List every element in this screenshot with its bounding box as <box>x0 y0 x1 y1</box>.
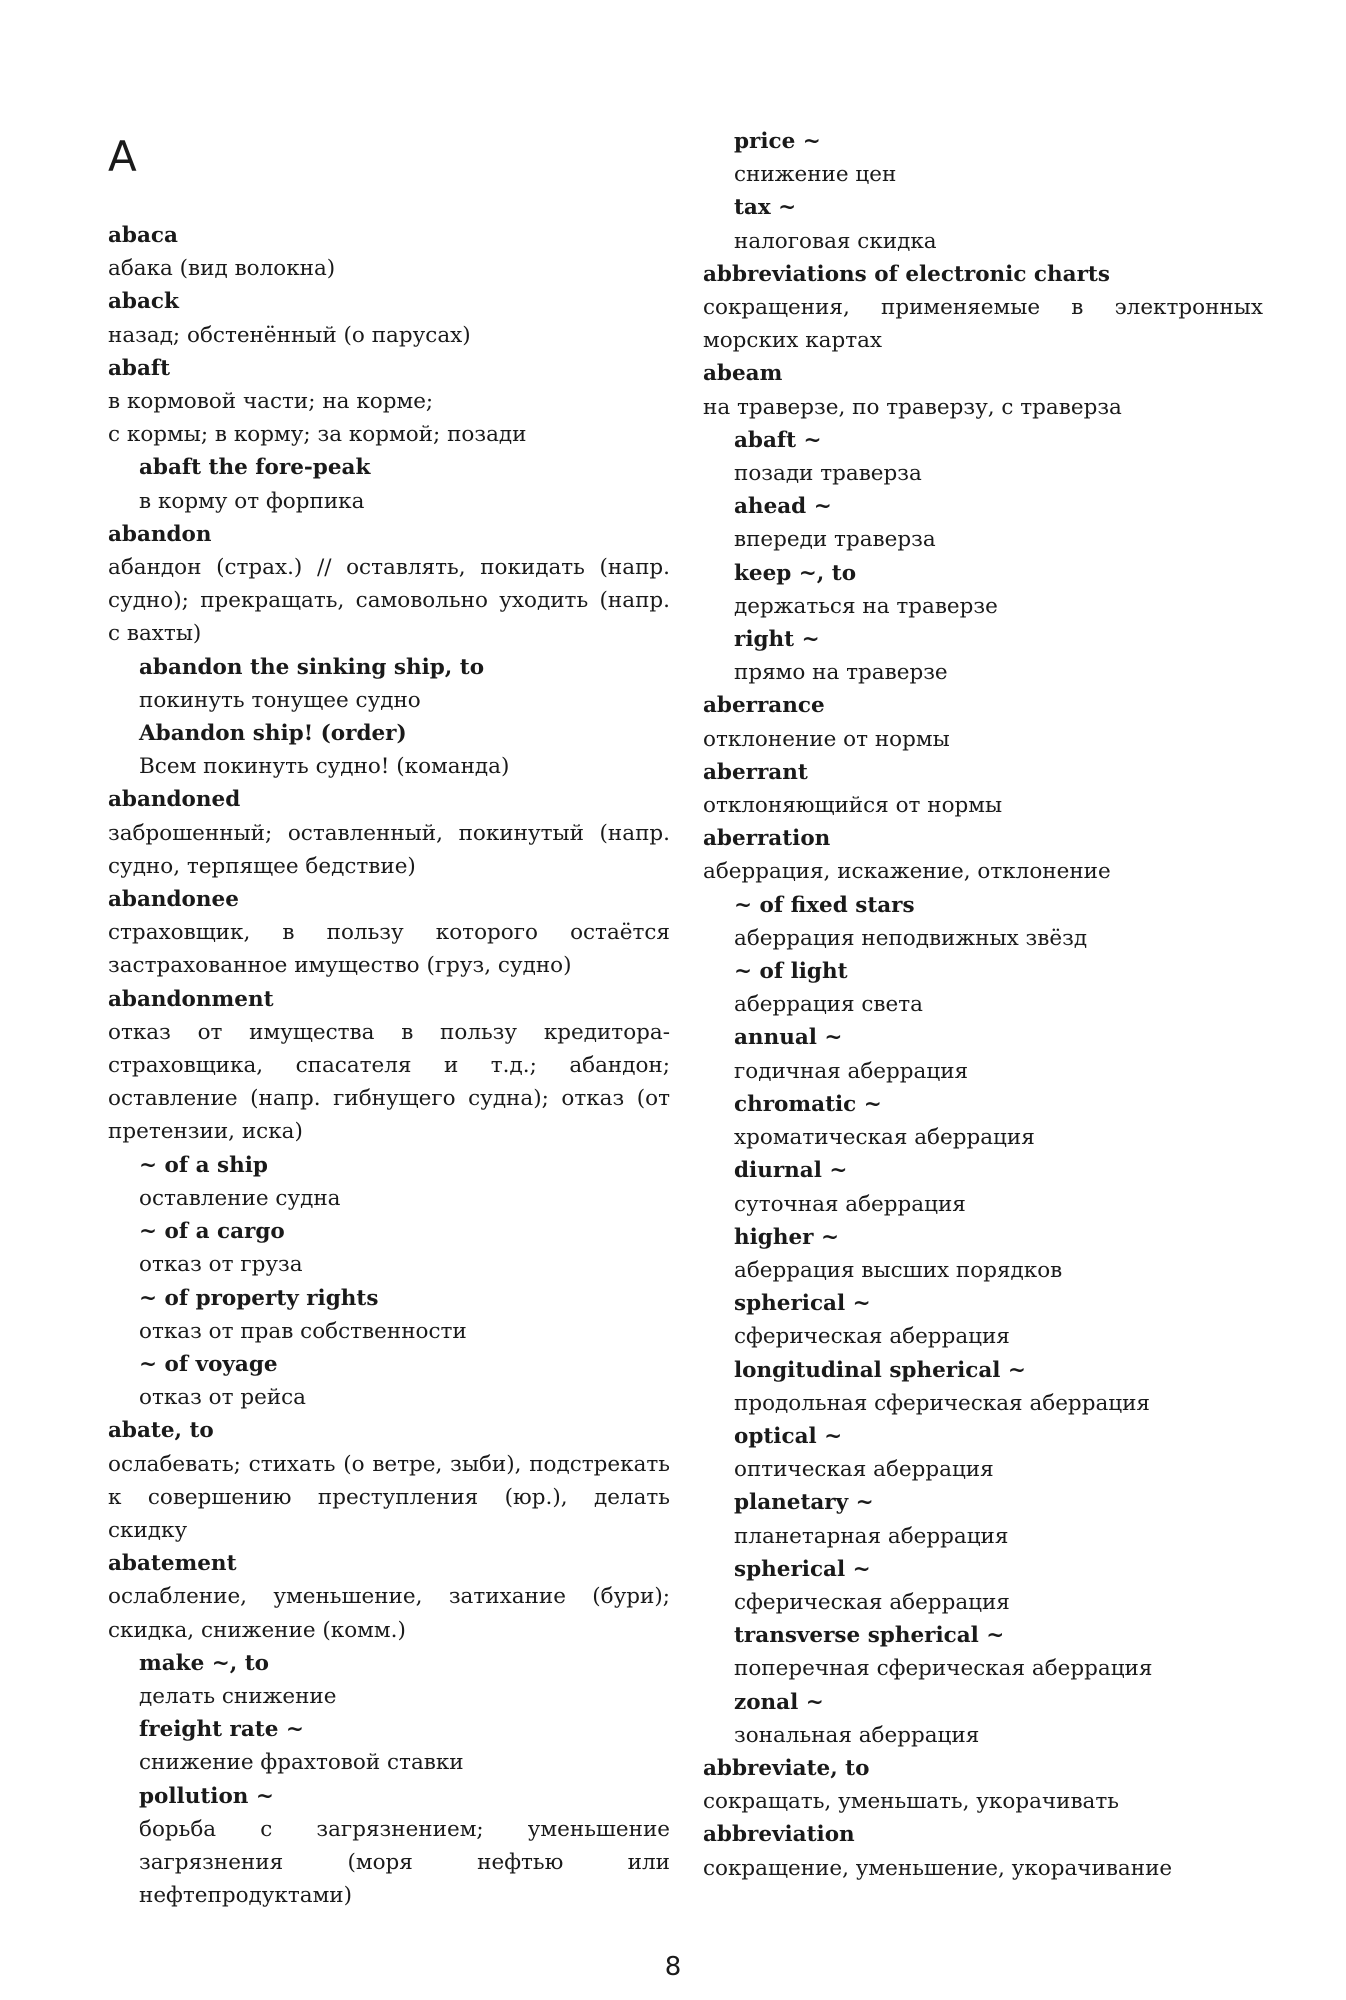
sub-headword: make ~, to <box>139 1650 269 1676</box>
sub-definition: в корму от форпика <box>139 488 365 514</box>
sub-headword: ~ of a cargo <box>139 1219 285 1245</box>
sub-headword: right ~ <box>734 627 820 653</box>
sub-headword: ~ of property rights <box>139 1285 379 1311</box>
sub-definition: делать снижение <box>139 1683 337 1709</box>
sub-headword: abandon the sinking ship, to <box>139 654 485 680</box>
headword: abatement <box>108 1551 237 1577</box>
sub-definition: сферическая аберрация <box>734 1589 1010 1615</box>
sub-headword: tax ~ <box>734 195 797 221</box>
headword: abandoned <box>108 787 241 813</box>
sub-definition: борьба с загрязнением; уменьшение загрязнения (моря нефтью или нефтепродуктами) <box>139 1816 670 1909</box>
right-column <box>703 125 1263 1885</box>
definition: абака (вид волокна) <box>108 256 336 282</box>
sub-definition: держаться на траверзе <box>734 593 998 619</box>
left-column <box>108 219 670 1912</box>
headword: abate, to <box>108 1418 214 1444</box>
sub-definition: поперечная сферическая аберрация <box>734 1656 1153 1682</box>
sub-headword: chromatic ~ <box>734 1091 882 1117</box>
sub-headword: price ~ <box>734 129 821 154</box>
headword: abaft <box>108 355 171 381</box>
sub-definition: позади траверза <box>734 461 922 487</box>
definition: ослабевать; стихать (о ветре, зыби), подстрекать к совершению преступления (юр.), делать скидку <box>108 1451 670 1543</box>
definition: назад; обстенённый (о парусах) <box>108 322 471 348</box>
sub-headword: transverse spherical ~ <box>734 1623 1005 1649</box>
sub-headword: diurnal ~ <box>734 1158 848 1184</box>
sub-headword: spherical ~ <box>734 1556 871 1582</box>
sub-definition: снижение фрахтовой ставки <box>139 1750 464 1776</box>
sub-headword: abaft the fore-peak <box>139 455 371 481</box>
sub-definition: зональная аберрация <box>734 1722 980 1748</box>
sub-headword: zonal ~ <box>734 1689 824 1715</box>
sub-headword: ~ of light <box>734 959 848 985</box>
sub-headword: Abandon ship! (order) <box>139 721 407 747</box>
sub-headword: longitudinal spherical ~ <box>734 1357 1026 1383</box>
definition: ослабление, уменьшение, затихание (бури); скидка, снижение (комм.) <box>108 1584 670 1643</box>
sub-headword: ~ of fixed stars <box>734 892 915 918</box>
sub-headword: ahead ~ <box>734 494 832 520</box>
headword: abandonee <box>108 887 239 913</box>
sub-headword: pollution ~ <box>139 1783 274 1809</box>
sub-definition: впереди траверза <box>734 527 936 553</box>
sub-definition: аберрация неподвижных звёзд <box>734 925 1088 951</box>
headword: abandonment <box>108 986 274 1012</box>
sub-definition: аберрация высших порядков <box>734 1257 1063 1283</box>
sub-definition: отказ от прав собственности <box>139 1318 467 1344</box>
definition: сокращать, уменьшать, укорачивать <box>703 1789 1119 1815</box>
headword: abandon <box>108 521 212 547</box>
sub-headword: optical ~ <box>734 1423 843 1449</box>
sub-definition: прямо на траверзе <box>734 660 948 686</box>
sub-definition: оптическая аберрация <box>734 1457 994 1483</box>
definition: сокращение, уменьшение, укорачивание <box>703 1855 1173 1881</box>
headword: aberrance <box>703 693 825 719</box>
sub-definition: отказ от рейса <box>139 1385 307 1411</box>
sub-definition: оставление судна <box>139 1185 341 1211</box>
definition: на траверзе, по траверзу, с траверза <box>703 394 1122 420</box>
sub-definition: годичная аберрация <box>734 1058 969 1084</box>
sub-definition: отказ от груза <box>139 1252 303 1278</box>
definition: сокращения, применяемые в электронных морских картах <box>703 295 1263 354</box>
sub-headword: ~ of voyage <box>139 1351 278 1377</box>
definition: отклонение от нормы <box>703 726 950 752</box>
headword: abaca <box>108 223 178 248</box>
definition: заброшенный; оставленный, покинутый (напр. судно, терпящее бедствие) <box>108 820 670 879</box>
sub-definition: снижение цен <box>734 162 897 188</box>
headword: abeam <box>703 361 783 387</box>
sub-definition: аберрация света <box>734 992 923 1018</box>
definition: страховщик, в пользу которого остаётся застрахованное имущество (груз, судно) <box>108 920 670 979</box>
headword: aback <box>108 289 179 315</box>
sub-headword: freight rate ~ <box>139 1717 304 1743</box>
sub-definition: Всем покинуть судно! (команда) <box>139 754 510 780</box>
definition: аберрация, искажение, отклонение <box>703 859 1111 885</box>
section-letter: A <box>108 132 137 181</box>
definition: в кормовой части; на корме; <box>108 389 434 415</box>
sub-definition: продольная сферическая аберрация <box>734 1390 1150 1416</box>
headword: aberrant <box>703 759 808 785</box>
sub-headword: keep ~, to <box>734 560 857 586</box>
sub-definition: налоговая скидка <box>734 228 937 254</box>
sub-headword: planetary ~ <box>734 1490 874 1516</box>
definition: отказ от имущества в пользу кредитора-страховщика, спасателя и т.д.; абандон; оставление (напр. гибнущего судна); отказ (от претензии, иска) <box>108 1019 670 1145</box>
sub-headword: ~ of a ship <box>139 1152 268 1178</box>
headword: abbreviate, to <box>703 1755 870 1781</box>
sub-definition: планетарная аберрация <box>734 1523 1009 1549</box>
definition: отклоняющийся от нормы <box>703 793 1003 819</box>
page-number: 8 <box>664 1952 682 1982</box>
sub-headword: abaft ~ <box>734 427 822 453</box>
sub-definition: сферическая аберрация <box>734 1324 1010 1350</box>
sub-headword: spherical ~ <box>734 1291 871 1317</box>
definition: с кормы; в корму; за кормой; позади <box>108 422 527 448</box>
sub-definition: покинуть тонущее судно <box>139 687 421 713</box>
sub-headword: annual ~ <box>734 1025 843 1051</box>
sub-definition: суточная аберрация <box>734 1191 966 1217</box>
headword: abbreviation <box>703 1822 855 1848</box>
sub-headword: higher ~ <box>734 1224 839 1250</box>
headword: abbreviations of electronic charts <box>703 261 1110 287</box>
definition: абандон (страх.) // оставлять, покидать (напр. судно); прекращать, самовольно уходить (напр. с вахты) <box>108 555 670 647</box>
headword: aberration <box>703 826 831 852</box>
sub-definition: хроматическая аберрация <box>734 1125 1035 1151</box>
